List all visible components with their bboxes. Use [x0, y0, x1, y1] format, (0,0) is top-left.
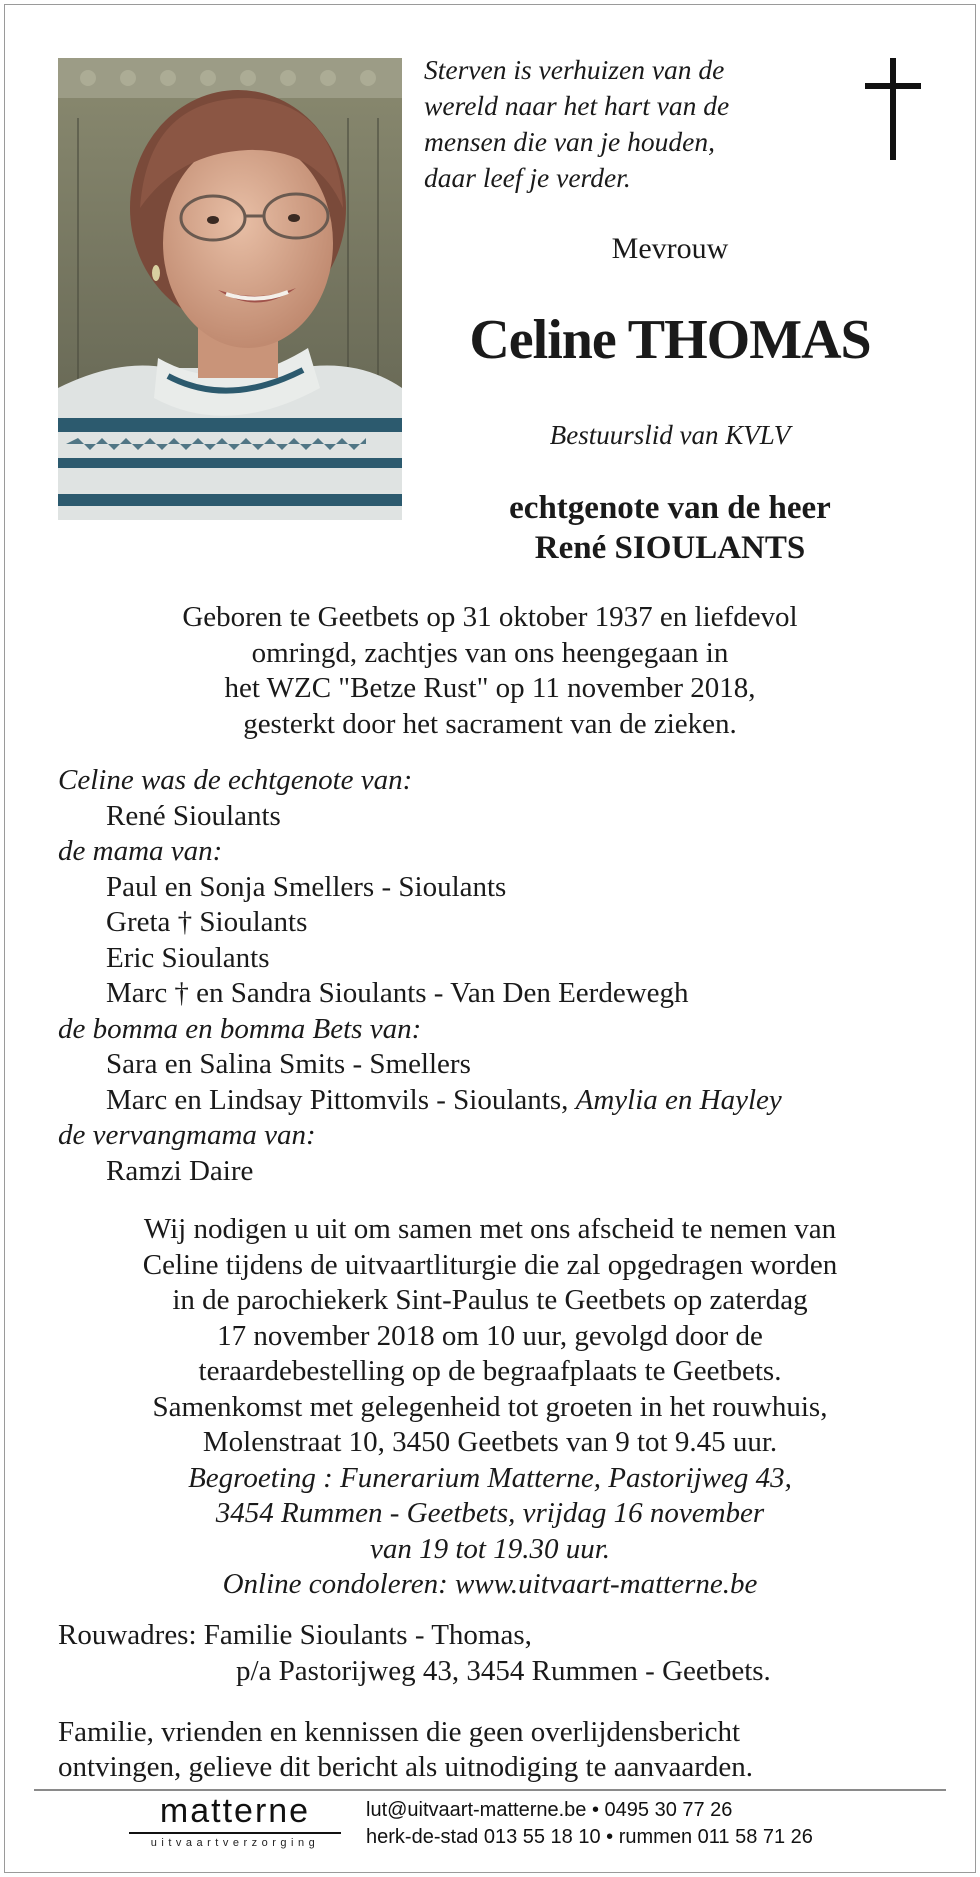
funeral-home-logo	[125, 1792, 345, 1849]
viewing-line: van 19 tot 19.30 uur.	[369, 1532, 611, 1565]
role: Bestuurslid van KVLV	[549, 420, 791, 450]
invitation-line: in de parochiekerk Sint-Paulus te Geetbets op zaterdag	[172, 1284, 808, 1316]
poem-line: mensen die van je houden,	[424, 126, 715, 157]
poem	[424, 52, 844, 196]
spouse-label: Celine was de echtgenote van:	[58, 764, 413, 796]
logo-wordmark: matterne	[159, 1792, 311, 1830]
viewing-line: Begroeting : Funerarium Matterne, Pastorijweg 43,	[188, 1461, 792, 1494]
invitation-line: 17 november 2018 om 10 uur, gevolgd door de	[217, 1319, 763, 1352]
invitation	[20, 1212, 960, 1603]
grandchildren-label: de bomma en bomma Bets van:	[58, 1012, 422, 1045]
logo-subtitle: uitvaartverzorging	[150, 1837, 320, 1849]
family-list	[58, 763, 958, 1189]
birth-line: Geboren te Geetbets op 31 oktober 1937 en liefdevol	[182, 601, 798, 633]
foster-label: de vervangmama van:	[58, 1119, 316, 1151]
poem-line: daar leef je verder.	[424, 162, 631, 193]
address-line-1: Rouwadres: Familie Sioulants - Thomas,	[58, 1619, 532, 1651]
invitation-line: Celine tijdens de uitvaartliturgie die zal opgedragen worden	[142, 1248, 838, 1281]
poem-line: wereld naar het hart van de	[424, 90, 730, 121]
birth-line: het WZC "Betze Rust" op 11 november 2018,	[224, 672, 756, 704]
birth-line: gesterkt door het sacrament van de zieken.	[243, 707, 737, 740]
children-label: de mama van:	[58, 835, 223, 867]
contact-line: herk-de-stad 013 55 18 10 • rummen 011 58 71 26	[366, 1826, 813, 1848]
closing-line: ontvingen, gelieve dit bericht als uitnodiging te aanvaarden.	[58, 1751, 753, 1783]
contact-line: lut@uitvaart-matterne.be • 0495 30 77 26	[366, 1799, 733, 1821]
closing-note	[58, 1715, 958, 1785]
honorific: Mevrouw	[611, 232, 729, 265]
spouse-line-1: echtgenote van de heer	[509, 490, 831, 526]
spouse-line-2: René SIOULANTS	[534, 530, 806, 566]
mourning-address	[58, 1617, 958, 1689]
invitation-line: teraardebestelling op de begraafplaats te Geetbets.	[198, 1355, 782, 1387]
family-member: Ramzi Daire	[106, 1154, 254, 1187]
portrait-photo	[58, 58, 402, 520]
family-member: Paul en Sonja Smellers - Sioulants	[106, 870, 507, 903]
family-member	[58, 1083, 958, 1119]
invitation-line: Samenkomst met gelegenheid tot groeten in het rouwhuis,	[152, 1390, 828, 1423]
family-member: René Sioulants	[106, 799, 281, 832]
birth-line: omringd, zachtjes van ons heengegaan in	[251, 636, 729, 669]
deceased-name: Celine THOMAS	[469, 309, 871, 371]
birth-paragraph	[30, 600, 950, 742]
family-member: Greta † Sioulants	[106, 906, 308, 938]
online-condolence: Online condoleren: www.uitvaart-matterne.be	[222, 1568, 758, 1600]
logo-underline	[129, 1832, 341, 1834]
family-member: Sara en Salina Smits - Smellers	[106, 1048, 471, 1080]
family-member-name: Marc en Lindsay Pittomvils - Sioulants,	[106, 1083, 569, 1116]
closing-line: Familie, vrienden en kennissen die geen overlijdensbericht	[58, 1716, 741, 1748]
address-line-2: p/a Pastorijweg 43, 3454 Rummen - Geetbets.	[236, 1655, 771, 1687]
footer-divider	[34, 1789, 946, 1791]
poem-line: Sterven is verhuizen van de	[424, 54, 725, 85]
great-grandchildren: Amylia en Hayley	[575, 1083, 782, 1116]
invitation-line: Wij nodigen u uit om samen met ons afscheid te nemen van	[143, 1213, 837, 1245]
cross-icon	[865, 58, 921, 160]
family-member: Eric Sioulants	[106, 941, 270, 974]
family-member: Marc † en Sandra Sioulants - Van Den Eerdewegh	[106, 977, 689, 1009]
invitation-line: Molenstraat 10, 3450 Geetbets van 9 tot 9.45 uur.	[202, 1426, 778, 1458]
viewing-line: 3454 Rummen - Geetbets, vrijdag 16 november	[215, 1497, 765, 1529]
contact-info	[366, 1797, 946, 1851]
